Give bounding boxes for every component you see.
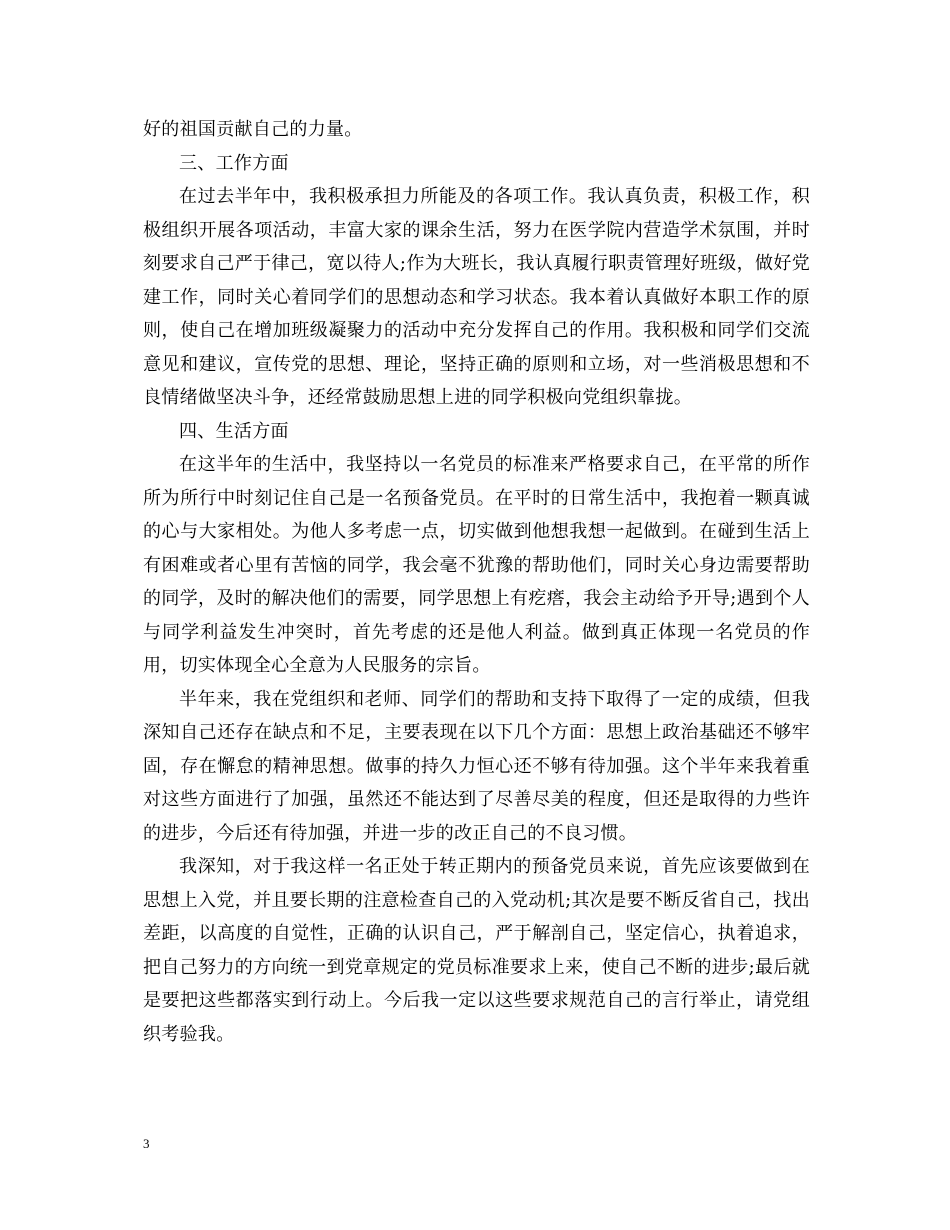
paragraph-conclusion: 我深知，对于我这样一名正处于转正期内的预备党员来说，首先应该要做到在思想上入党，并且要长期的注意检查自己的入党动机;其次是要不断反省自己，找出差距，以高度的自觉性，正确的认识自己，严于解剖自己，坚定信心，执着追求，把自己努力的方向统一到党章规定的党员标准要求上来，使自己不断的进步;最后就是要把这些都落实到行动上。今后我一定以这些要求规范自己的言行举止，请党组织考验我。: [143, 856, 810, 1045]
page-number: 3: [143, 1136, 150, 1151]
paragraph-continuation: 好的祖国贡献自己的力量。: [143, 119, 363, 140]
section-heading-life: 四、生活方面: [179, 420, 289, 442]
paragraph-shortcomings: 半年来，我在党组织和老师、同学们的帮助和支持下取得了一定的成绩，但我深知自己还存在缺点和不足，主要表现在以下几个方面：思想上政治基础还不够牢固，存在懈怠的精神思想。做事的持久力恒心还不够有待加强。这个半年来我着重对这些方面进行了加强，虽然还不能达到了尽善尽美的程度，但还是取得的力些许的进步，今后还有待加强，并进一步的改正自己的不良习惯。: [143, 688, 810, 844]
document-body: [143, 113, 810, 1051]
paragraph-life: 在这半年的生活中，我坚持以一名党员的标准来严格要求自己，在平常的所作所为所行中时刻记住自己是一名预备党员。在平时的日常生活中，我抱着一颗真诚的心与大家相处。为他人多考虑一点，切实做到他想我想一起做到。在碰到生活上有困难或者心里有苦恼的同学，我会毫不犹豫的帮助他们，同时关心身边需要帮助的同学，及时的解决他们的需要，同学思想上有疙瘩，我会主动给予开导;遇到个人与同学利益发生冲突时，首先考虑的还是他人利益。做到真正体现一名党员的作用，切实体现全心全意为人民服务的宗旨。: [143, 454, 810, 676]
section-heading-work: 三、工作方面: [179, 152, 289, 174]
paragraph-work: 在过去半年中，我积极承担力所能及的各项工作。我认真负责，积极工作，积极组织开展各项活动，丰富大家的课余生活，努力在医学院内营造学术氛围，并时刻要求自己严于律己，宽以待人;作为大班长，我认真履行职责管理好班级，做好党建工作，同时关心着同学们的思想动态和学习状态。我本着认真做好本职工作的原则，使自己在增加班级凝聚力的活动中充分发挥自己的作用。我积极和同学们交流意见和建议，宣传党的思想、理论，坚持正确的原则和立场，对一些消极思想和不良情绪做坚决斗争，还经常鼓励思想上进的同学积极向党组织靠拢。: [143, 186, 810, 408]
